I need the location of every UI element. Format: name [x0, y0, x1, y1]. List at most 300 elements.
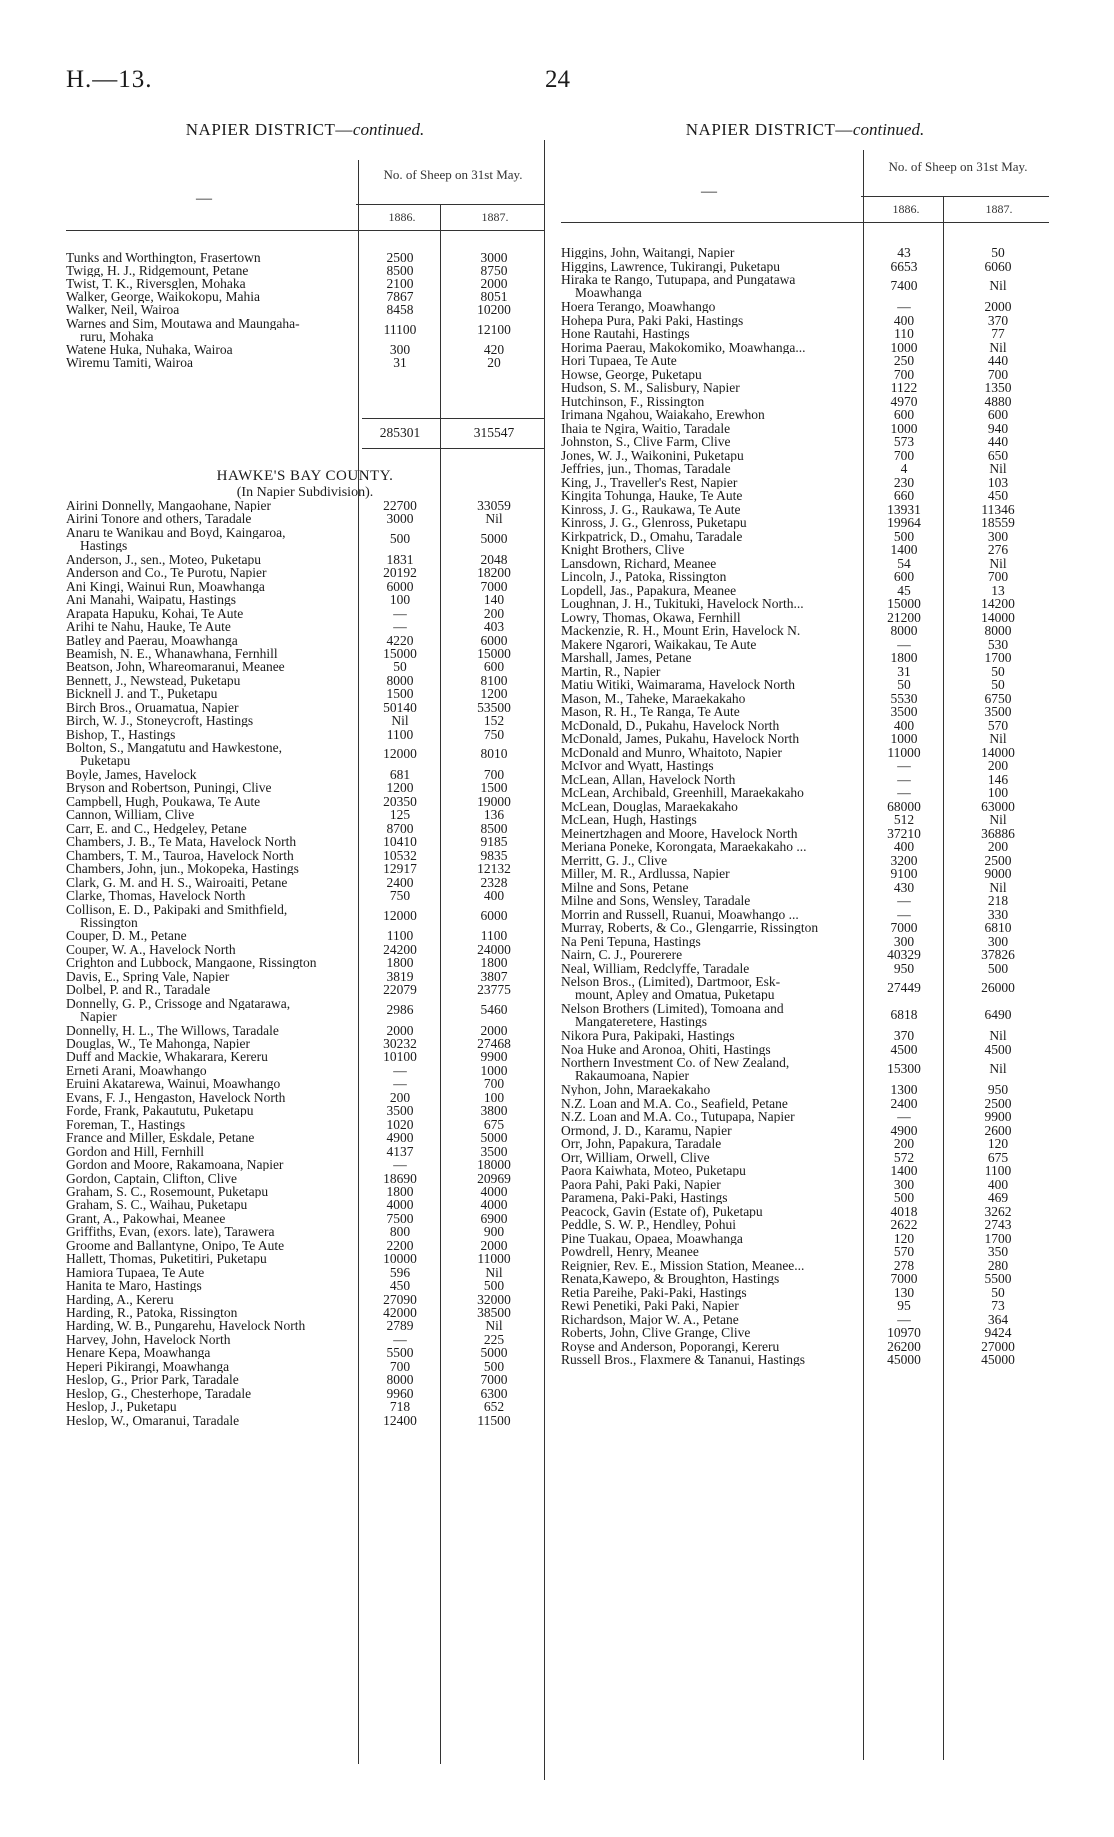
owner-location: Graham, S. C., Rosemount, Puketapu [66, 1184, 269, 1198]
owner-location: McLean, Allan, Havelock North [561, 772, 736, 786]
sheep-1886: 300 [893, 933, 915, 949]
sheep-1887: 11346 [981, 501, 1015, 517]
sheep-1886: 1800 [386, 955, 414, 971]
sheep-1886: 4000 [386, 1197, 414, 1213]
owner-location: Batley and Paerau, Moawhanga [66, 633, 238, 647]
sheep-1886: 15000 [383, 645, 417, 661]
owner-location: Harvey, John, Havelock North [66, 1332, 231, 1346]
left-vertical-rule-3 [544, 140, 545, 1780]
sheep-1886: — [897, 893, 911, 908]
owner-location: Paora Pahi, Paki Paki, Napier [561, 1177, 721, 1191]
document-reference: H.—13. [66, 66, 153, 93]
sheep-1886: 718 [389, 1399, 411, 1415]
owner-location: Arapata Hapuku, Kohai, Te Aute [66, 606, 244, 620]
sheep-1886: 8000 [386, 672, 414, 688]
sheep-1886: 300 [389, 341, 411, 357]
sheep-1887: 4500 [984, 1041, 1012, 1057]
sheep-1887: 73 [991, 1298, 1005, 1313]
sheep-1887: 120 [987, 1136, 1009, 1151]
sheep-1886: 42000 [383, 1305, 417, 1320]
sheep-1886: 120 [893, 1230, 915, 1246]
sheep-1886: — [393, 605, 407, 621]
sheep-1887: 11500 [477, 1412, 511, 1428]
owner-location: Harding, A., Kereru [66, 1292, 174, 1306]
owner-location: Couper, D. M., Petane [66, 929, 187, 943]
owner-location: Horima Paerau, Makokomiko, Moawhanga... [561, 340, 806, 354]
sheep-1887: 140 [483, 592, 505, 608]
owner-location: Watene Huka, Nuhaka, Wairoa [66, 342, 233, 356]
owner-location: Twigg, H. J., Ridgemount, Petane [66, 264, 249, 278]
owner-location: Neal, William, Redclyffe, Taradale [561, 961, 750, 975]
owner-location: Grant, A., Pakowhai, Meanee [66, 1211, 226, 1225]
sheep-1886: 2000 [386, 1022, 414, 1038]
sheep-1887: 11000 [477, 1251, 511, 1267]
sheep-1886: 4 [900, 461, 908, 476]
owner-location-continued: Rakaumoana, Napier [575, 1069, 689, 1082]
owner-location: Clark, G. M. and H. S., Wairoaiti, Petane [66, 875, 288, 889]
sheep-1886: 4137 [386, 1143, 414, 1159]
sheep-1887: 225 [483, 1331, 505, 1347]
sheep-1887: 300 [987, 528, 1009, 544]
sheep-1887: 2000 [480, 1022, 508, 1038]
sheep-1886: 1020 [386, 1116, 414, 1132]
sheep-1886: 278 [893, 1257, 915, 1273]
sheep-1887: 1350 [984, 380, 1012, 395]
sheep-1886: 500 [389, 530, 411, 546]
owner-location: Harding, W. B., Pungarehu, Havelock North [66, 1319, 306, 1333]
sheep-1887: 18000 [477, 1157, 511, 1173]
owner-location: Jones, W. J., Waikonini, Puketapu [561, 448, 744, 462]
sheep-1886: 300 [893, 1176, 915, 1192]
sheep-1887: 1100 [480, 928, 508, 944]
sheep-1886: 1800 [890, 650, 918, 665]
sheep-1886: 3000 [386, 511, 414, 527]
owner-location: McIvor and Wyatt, Hastings [561, 759, 714, 772]
sheep-1887: 570 [987, 717, 1009, 733]
sheep-1887: 8750 [480, 263, 508, 279]
owner-location: Evans, F. J., Hengaston, Havelock North [66, 1090, 286, 1104]
sheep-1887: 500 [483, 1358, 505, 1374]
owner-location: Gordon and Hill, Fernhill [66, 1144, 204, 1158]
owner-location: Birch Bros., Oruamatua, Napier [66, 700, 239, 714]
owner-location: Higgins, Lawrence, Tukirangi, Puketapu [561, 259, 780, 273]
sheep-1886: 400 [893, 717, 915, 733]
sheep-1887: Nil [485, 511, 503, 527]
owner-location: Heslop, J., Puketapu [66, 1400, 177, 1414]
sheep-1887: 500 [483, 1278, 505, 1294]
sheep-1886: 45 [897, 582, 911, 598]
sheep-1886: 1100 [386, 726, 414, 742]
owner-location: Graham, S. C., Waihau, Puketapu [66, 1198, 248, 1212]
owner-location: Nikora Pura, Pakipaki, Hastings [561, 1029, 735, 1042]
owner-location: Ihaia te Ngira, Waitio, Taradale [561, 421, 731, 435]
owner-location: Donnelly, H. L., The Willows, Taradale [66, 1023, 279, 1037]
owner-location: Hori Tupaea, Te Aute [561, 354, 677, 367]
sheep-1886: 3819 [386, 968, 414, 984]
sheep-1886: 50 [393, 659, 407, 675]
owner-location: Walker, George, Waikokopu, Mahia [66, 290, 260, 304]
owner-location: France and Miller, Eskdale, Petane [66, 1131, 255, 1145]
sheep-1887: 700 [483, 1076, 505, 1092]
owner-location: Bicknell J. and T., Puketapu [66, 687, 218, 701]
sheep-1886: 5530 [890, 690, 918, 706]
owner-location: Retia Pareihe, Paki-Paki, Hastings [561, 1285, 747, 1299]
sheep-1886: 27090 [383, 1291, 417, 1307]
sheep-1886: 30232 [383, 1036, 417, 1051]
owner-location: Heslop, W., Omaranui, Taradale [66, 1413, 240, 1427]
sheep-1886: 10970 [887, 1325, 921, 1340]
sheep-1886: 4900 [890, 1122, 918, 1138]
owner-location: Milne and Sons, Wensley, Taradale [561, 894, 751, 907]
sheep-1887: 5460 [480, 1001, 508, 1017]
sheep-1886: 21200 [887, 609, 921, 625]
sheep-1886: Nil [391, 713, 409, 729]
right-name-column-dash: — [701, 183, 717, 200]
sheep-1886: 20350 [383, 793, 417, 809]
sheep-1887: 14000 [981, 609, 1015, 625]
sheep-1887: Nil [485, 1318, 503, 1334]
owner-location-continued: Hastings [80, 538, 128, 552]
sheep-1886: 8500 [386, 263, 414, 279]
owner-location: Nairn, C. J., Pourerere [561, 948, 683, 961]
sheep-1887: 8100 [480, 672, 508, 688]
sheep-1887: 350 [987, 1244, 1009, 1259]
owner-location: Walker, Neil, Wairoa [66, 303, 180, 317]
owner-location: Bolton, S., Mangatutu and Hawkestone, [66, 741, 282, 755]
sheep-1886: 125 [389, 807, 411, 823]
sheep-1886: 2622 [890, 1217, 918, 1232]
owner-location: Hohepa Pura, Paki Paki, Hastings [561, 313, 744, 327]
sheep-1886: 10532 [383, 847, 417, 863]
right-sheep-column-header: No. of Sheep on 31st May. [888, 159, 1028, 174]
owner-location: Nelson Brothers (Limited), Tomoana and [561, 1002, 784, 1015]
sheep-1887: 1200 [480, 686, 508, 702]
sheep-1886: 110 [894, 326, 914, 341]
sheep-1886: 573 [893, 434, 915, 449]
sheep-1887: 136 [483, 807, 505, 823]
sheep-1886: 100 [389, 592, 411, 608]
sheep-1887: 9185 [480, 834, 508, 850]
sheep-1886: 200 [389, 1089, 411, 1105]
sheep-1887: 9424 [984, 1325, 1012, 1340]
sheep-1886: 250 [893, 353, 915, 368]
sheep-1887: 2000 [480, 1237, 508, 1253]
owner-location: Boyle, James, Havelock [66, 768, 197, 781]
owner-location: Kinross, J. G., Glenross, Puketapu [561, 516, 747, 529]
sheep-1886: 26200 [887, 1338, 921, 1354]
sheep-1887: Nil [989, 555, 1007, 571]
sheep-1887: Nil [989, 461, 1007, 476]
sheep-1887: 6490 [984, 1007, 1012, 1022]
sheep-1886: — [897, 1109, 911, 1124]
right-column [561, 0, 1049, 1837]
sheep-1887: 3000 [480, 250, 508, 265]
sheep-1887: 18200 [477, 565, 511, 581]
sheep-1887: 5500 [984, 1271, 1012, 1286]
left-column [66, 0, 544, 1837]
sheep-1887: 50 [991, 1284, 1005, 1300]
sheep-1887: 2328 [480, 874, 508, 890]
sheep-1886: 50 [897, 677, 911, 692]
sheep-1886: 24200 [383, 941, 417, 957]
owner-location: Carr, E. and C., Hedgeley, Petane [66, 821, 247, 835]
sheep-1886: 1400 [890, 1163, 918, 1178]
owner-location: Arihi te Nahu, Hauke, Te Aute [66, 620, 231, 634]
sheep-1886: 7000 [890, 920, 918, 935]
owner-location: Heslop, G., Chesterhope, Taradale [66, 1386, 252, 1400]
sheep-1886: 54 [897, 555, 911, 571]
sheep-1886: — [393, 1062, 407, 1078]
sheep-1886: 700 [893, 447, 915, 463]
sheep-1886: 370 [893, 1028, 915, 1043]
owner-location-continued: Puketapu [80, 754, 131, 768]
sheep-1887: 36886 [981, 825, 1015, 841]
sheep-1887: 700 [987, 569, 1009, 584]
sheep-1887: 403 [483, 619, 505, 635]
sheep-1887: 4880 [984, 393, 1012, 409]
owner-location: Meinertzhagen and Moore, Havelock North [561, 826, 798, 840]
sheep-1887: 6000 [480, 632, 508, 648]
owner-location: Birch, W. J., Stoneycroft, Hastings [66, 714, 254, 728]
sheep-1887: 700 [483, 767, 505, 782]
owner-location: Campbell, Hugh, Poukawa, Te Aute [66, 794, 261, 808]
sheep-1887: 26000 [981, 980, 1015, 995]
sheep-1887: 440 [987, 353, 1009, 368]
sheep-1887: 469 [987, 1190, 1009, 1205]
sheep-1886: 2500 [386, 250, 414, 265]
sheep-1887: 20 [487, 354, 501, 370]
right-year-1887: 1887. [985, 202, 1013, 216]
sheep-1886: 1400 [890, 542, 918, 557]
sheep-1887: 1000 [480, 1062, 508, 1078]
sheep-1887: 2048 [480, 551, 508, 567]
sheep-1887: 400 [987, 1176, 1009, 1192]
sheep-1887: 2600 [984, 1122, 1012, 1138]
sheep-1886: — [897, 785, 911, 800]
sheep-1887: 600 [987, 407, 1009, 422]
sheep-1887: 18559 [981, 515, 1015, 530]
owner-location: Pine Tuakau, Opaea, Moawhanga [561, 1231, 743, 1245]
sheep-1886: 572 [893, 1149, 915, 1165]
sheep-1887: 400 [483, 888, 505, 904]
sheep-1886: — [393, 1076, 407, 1092]
owner-location: Meriana Poneke, Korongata, Maraekakaho ... [561, 840, 807, 853]
sheep-1887: 2500 [984, 852, 1012, 868]
owner-location: Griffiths, Evan, (exors. late), Tarawera [66, 1225, 275, 1239]
owner-location: Johnston, S., Clive Farm, Clive [561, 435, 731, 448]
sheep-1886: 40329 [887, 947, 921, 962]
sheep-1886: 20192 [383, 565, 417, 581]
owner-location: McDonald and Munro, Whaitoto, Napier [561, 745, 782, 759]
sheep-1886: 8000 [386, 1372, 414, 1388]
sheep-1887: 652 [483, 1399, 505, 1415]
sheep-1886: 10000 [383, 1251, 417, 1267]
sheep-1887: 77 [991, 326, 1005, 341]
owner-location: Kinross, J. G., Raukawa, Te Aute [561, 502, 741, 516]
sheep-1887: 14200 [981, 596, 1015, 611]
sheep-1886: 512 [893, 812, 915, 827]
sheep-1887: 33059 [477, 498, 511, 513]
sheep-1887: Nil [989, 278, 1007, 293]
owner-location: N.Z. Loan and M.A. Co., Seafield, Petane [561, 1096, 788, 1110]
owner-location: Warnes and Sim, Moutawa and Maungaha- [66, 316, 300, 330]
owner-location: Matiu Witiki, Waimarama, Havelock North [561, 678, 796, 691]
sheep-1887: 6810 [984, 920, 1012, 935]
sheep-1886: 1500 [386, 686, 414, 702]
sheep-1887: 5000 [480, 1130, 508, 1146]
owner-location: Murray, Roberts, & Co., Glengarrie, Rissington [561, 921, 819, 934]
sheep-1887: 7000 [480, 578, 508, 594]
sheep-1886: 95 [897, 1298, 911, 1313]
sheep-1886: 11000 [887, 744, 921, 760]
left-total-rule [362, 418, 544, 419]
owner-location: Merritt, G. J., Clive [561, 853, 668, 867]
owner-location: Hoera Terango, Moawhango [561, 300, 716, 313]
right-vertical-rule-1 [863, 150, 864, 1760]
owner-location: Beamish, N. E., Whanawhana, Fernhill [66, 646, 278, 660]
sheep-1887: 330 [987, 906, 1009, 922]
owner-location: Hutchinson, F., Rissington [561, 394, 705, 408]
owner-location: Anderson and Co., Te Purotu, Napier [66, 566, 267, 580]
left-year-1887: 1887. [481, 210, 509, 224]
owner-location: Couper, W. A., Havelock North [66, 942, 236, 956]
sheep-1886: 4900 [386, 1130, 414, 1146]
sheep-1887: 675 [987, 1149, 1009, 1165]
sheep-1886: 22700 [383, 498, 417, 513]
sheep-1886: 800 [389, 1224, 411, 1240]
sheep-1886: 7500 [386, 1210, 414, 1226]
owner-location: Marshall, James, Petane [561, 651, 692, 664]
sheep-1886: 4018 [890, 1203, 918, 1219]
sheep-1887: 1100 [984, 1163, 1012, 1178]
left-total-row [66, 426, 544, 442]
owner-location: Gordon, Captain, Clifton, Clive [66, 1171, 237, 1185]
owner-location: Groome and Ballantyne, Onipo, Te Aute [66, 1238, 285, 1252]
sheep-1886: 2400 [386, 874, 414, 890]
sheep-1887: 1800 [480, 955, 508, 971]
owner-location: Wiremu Tamiti, Wairoa [66, 355, 194, 369]
sheep-1887: 5000 [480, 530, 508, 546]
sheep-1887: 6300 [480, 1385, 508, 1401]
owner-location: Miller, M. R., Ardlussa, Napier [561, 867, 730, 880]
owner-location: Kingita Tohunga, Hauke, Te Aute [561, 489, 743, 502]
owner-location: Renata,Kawepo, & Broughton, Hastings [561, 1272, 780, 1285]
owner-location: Morrin and Russell, Ruanui, Moawhango ... [561, 907, 799, 921]
sheep-1887: 14000 [981, 744, 1015, 760]
sheep-1886: 430 [893, 879, 915, 895]
owner-location: N.Z. Loan and M.A. Co., Tutupapa, Napier [561, 1110, 795, 1123]
owner-location: Forde, Frank, Pakaututu, Puketapu [66, 1104, 254, 1118]
sheep-1887: 27000 [981, 1338, 1015, 1354]
owner-location: Beatson, John, Whareomaranui, Meanee [66, 660, 285, 674]
sheep-1887: Nil [989, 879, 1007, 895]
sheep-1886: 700 [389, 1358, 411, 1374]
sheep-1886: 500 [893, 528, 915, 544]
sheep-1887: 5000 [480, 1345, 508, 1361]
sheep-1887: 6060 [984, 258, 1012, 274]
sheep-1887: 6750 [984, 690, 1012, 706]
left-header-rule [66, 230, 544, 231]
sheep-1886: — [897, 771, 911, 787]
sheep-1886: 12917 [383, 861, 417, 877]
left-sheep-column-header: No. of Sheep on 31st May. [383, 167, 523, 182]
sheep-1887: 23775 [477, 982, 511, 998]
sheep-1886: — [393, 619, 407, 635]
sheep-1886: 230 [893, 474, 915, 490]
sheep-1887: Nil [485, 1264, 503, 1280]
owner-location: Paora Kaiwhata, Moteo, Puketapu [561, 1164, 746, 1177]
sheep-1886: 27449 [887, 980, 921, 995]
sheep-1887: 146 [987, 771, 1009, 787]
owner-location: Tunks and Worthington, Frasertown [66, 251, 261, 264]
sheep-1886: 31 [393, 354, 407, 370]
sheep-1886: 18690 [383, 1170, 417, 1186]
owner-location: Nyhon, John, Maraekakaho [561, 1083, 711, 1096]
owner-location: Davis, E., Spring Vale, Napier [66, 969, 230, 983]
sheep-1886: — [897, 758, 911, 773]
sheep-1886: 10100 [383, 1049, 417, 1065]
owner-location: Clarke, Thomas, Havelock North [66, 889, 246, 903]
sheep-1886: 50140 [383, 699, 417, 715]
owner-location: Chambers, T. M., Tauroa, Havelock North [66, 848, 294, 862]
sheep-1886: 2400 [890, 1095, 918, 1111]
sheep-1887: 940 [987, 420, 1009, 436]
sheep-1886: 12000 [383, 746, 417, 762]
owner-location: Hiraka te Rango, Tutupapa, and Pungatawa [561, 273, 796, 286]
sheep-1887: 2000 [480, 276, 508, 292]
sheep-1886: — [393, 1157, 407, 1173]
sheep-1886: 600 [893, 407, 915, 422]
sheep-1887: 370 [987, 312, 1009, 328]
owner-location: McLean, Douglas, Maraekakaho [561, 799, 738, 813]
sheep-1887: 15000 [477, 645, 511, 661]
sheep-1886: 12000 [383, 907, 417, 923]
sheep-1887: 103 [987, 474, 1009, 490]
page-number: 24 [545, 66, 570, 93]
owner-location: Orr, William, Orwell, Clive [561, 1150, 710, 1164]
sheep-1887: 675 [483, 1116, 505, 1132]
owner-location: Anaru te Wanikau and Boyd, Kaingaroa, [66, 525, 286, 539]
sheep-1887: 364 [987, 1311, 1009, 1327]
sheep-1886: 8700 [386, 820, 414, 836]
sheep-1887: 276 [987, 542, 1009, 557]
sheep-1887: 10200 [477, 302, 511, 318]
sheep-1886: 700 [893, 366, 915, 382]
sheep-1887: 700 [987, 366, 1009, 382]
sheep-1886: 22079 [383, 982, 417, 998]
sheep-1887: 8051 [480, 289, 508, 305]
owner-location: Dolbel, P. and R., Taradale [66, 983, 211, 997]
sheep-1886: 596 [389, 1264, 411, 1280]
owner-location: Foreman, T., Hastings [66, 1117, 186, 1131]
owner-location: Henare Kepa, Moawhanga [66, 1346, 211, 1360]
owner-location: Bennett, J., Newstead, Puketapu [66, 673, 241, 687]
owner-location: Paramena, Paki-Paki, Hastings [561, 1191, 728, 1204]
sheep-1886: 15300 [887, 1061, 921, 1076]
sheep-1887: Nil [989, 1061, 1007, 1076]
owner-location: Hallett, Thomas, Puketitiri, Puketapu [66, 1252, 267, 1266]
sheep-1887: 300 [987, 933, 1009, 949]
owner-location: Jeffries, jun., Thomas, Taradale [561, 462, 731, 475]
sheep-1887: 280 [987, 1257, 1009, 1273]
owner-location: Eruini Akatarewa, Wainui, Moawhango [66, 1077, 281, 1091]
sheep-1887: 218 [987, 893, 1009, 908]
sheep-1887: 53500 [477, 699, 511, 715]
owner-location: Na Peni Tepuna, Hastings [561, 934, 701, 948]
sheep-1887: 9000 [984, 866, 1012, 881]
sheep-1887: 7000 [480, 1372, 508, 1388]
sheep-1887: 8000 [984, 623, 1012, 638]
